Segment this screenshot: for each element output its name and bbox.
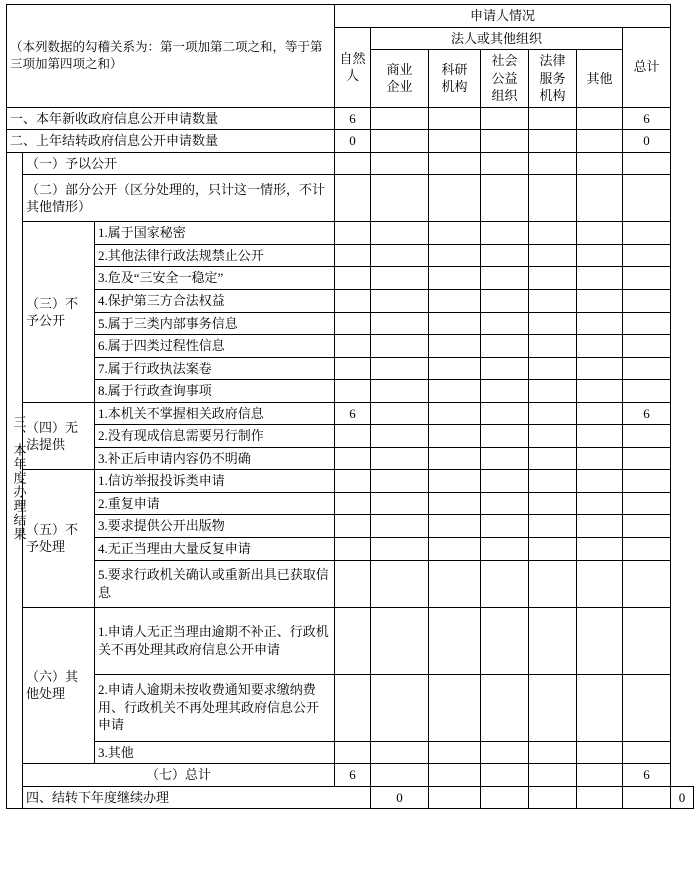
cell-g3-8-legal — [529, 380, 577, 403]
cell-g4-2-other — [577, 425, 623, 448]
table-row-carried-over — [7, 130, 694, 153]
cell-g3-8-natural — [335, 380, 371, 403]
header-commercial-enterprise-line2: 企业 — [386, 79, 413, 95]
row-label-other-processing-3: 3.其他 — [95, 741, 335, 764]
cell-g5-5-total — [623, 560, 671, 607]
row-label-annual-results — [7, 152, 27, 808]
cell-g4-1-legal — [529, 402, 577, 425]
cell-g3-8-biz — [371, 380, 429, 403]
cell-g3-6-natural — [335, 335, 371, 358]
cell-g6-3-total — [623, 741, 671, 764]
cell-g3-2-social — [481, 244, 529, 267]
cell-g6-3-biz — [371, 741, 429, 764]
row-label-no-disclose-7: 7.属于行政执法案卷 — [95, 357, 335, 380]
cell-r1-social — [481, 107, 529, 130]
cell-g5-5-research — [429, 560, 481, 607]
group-label-unable-provide — [23, 402, 95, 470]
cell-g3-6-social — [481, 335, 529, 358]
row-label-carried-over: 二、上年结转政府信息公开申请数量 — [7, 130, 335, 153]
header-other-org: 其他 — [577, 50, 623, 108]
cell-g5-5-natural — [335, 560, 371, 607]
table-row-disclose — [7, 152, 694, 175]
table-row-no-disclose-2 — [7, 244, 694, 267]
row-label-not-processed-5: 5.要求行政机关确认或重新出具已获取信息 — [95, 560, 335, 607]
cell-g3-6-research — [429, 335, 481, 358]
cell-g6-2-biz — [371, 674, 429, 741]
header-commercial-enterprise — [371, 50, 429, 108]
cell-g3-4-other — [577, 290, 623, 313]
table-row-unable-provide-2 — [7, 425, 694, 448]
header-social-public-welfare-org — [481, 50, 529, 108]
cell-r1-total: 6 — [623, 107, 671, 130]
cell-g5-4-legal — [529, 538, 577, 561]
cell-g1-natural — [335, 152, 371, 175]
cell-g3-4-social — [481, 290, 529, 313]
cell-g5-4-research — [429, 538, 481, 561]
row-label-not-processed-4: 4.无正当理由大量反复申请 — [95, 538, 335, 561]
cell-g6-1-total — [623, 607, 671, 674]
table-row-not-processed-3 — [7, 515, 694, 538]
cell-g5-3-natural — [335, 515, 371, 538]
table-row-not-processed-5 — [7, 560, 694, 607]
cell-g4-3-biz — [371, 447, 429, 470]
cell-g4-3-natural — [335, 447, 371, 470]
cell-r4-other — [623, 786, 671, 809]
cell-g3-1-other — [577, 222, 623, 245]
cell-g7-other — [577, 764, 623, 787]
cell-g5-2-legal — [529, 492, 577, 515]
row-label-no-disclose-1: 1.属于国家秘密 — [95, 222, 335, 245]
table-row-not-processed-1 — [7, 470, 694, 493]
group-label-unable-provide-line2: 法提供 — [26, 437, 66, 453]
cell-g6-3-natural — [335, 741, 371, 764]
row-label-subtotal: （七）总计 — [23, 764, 335, 787]
cell-g3-3-natural — [335, 267, 371, 290]
cell-g3-3-legal — [529, 267, 577, 290]
cell-g4-2-legal — [529, 425, 577, 448]
cell-g4-3-legal — [529, 447, 577, 470]
table-row-no-disclose-5 — [7, 312, 694, 335]
group-label-unable-provide-line1: （四）无 — [26, 419, 79, 435]
cell-g4-3-total — [623, 447, 671, 470]
cell-g6-1-other — [577, 607, 623, 674]
header-legal-service-org — [529, 50, 577, 108]
cell-r4-social — [529, 786, 577, 809]
header-social-line1: 社会 — [491, 53, 518, 69]
cell-g4-2-biz — [371, 425, 429, 448]
table-header-row-1 — [7, 5, 694, 28]
row-label-other-processing-1: 1.申请人无正当理由逾期不补正、行政机关不再处理其政府信息公开申请 — [95, 607, 335, 674]
cell-g5-4-other — [577, 538, 623, 561]
cell-g6-2-other — [577, 674, 623, 741]
cell-g4-1-total: 6 — [623, 402, 671, 425]
header-legal-or-other-org: 法人或其他组织 — [371, 27, 623, 50]
cell-g6-2-legal — [529, 674, 577, 741]
cell-g4-2-research — [429, 425, 481, 448]
cell-g4-2-social — [481, 425, 529, 448]
cell-r2-social — [481, 130, 529, 153]
cell-g4-3-research — [429, 447, 481, 470]
cell-g3-7-research — [429, 357, 481, 380]
table-row-other-processing-2 — [7, 674, 694, 741]
cell-r4-total: 0 — [671, 786, 694, 809]
table-row-no-disclose-3 — [7, 267, 694, 290]
cell-g3-8-other — [577, 380, 623, 403]
cell-g5-3-legal — [529, 515, 577, 538]
annual-results-vertical-text: 三、本年度办理结果 — [11, 415, 27, 542]
row-label-no-disclose-8: 8.属于行政查询事项 — [95, 380, 335, 403]
cell-r2-legal — [529, 130, 577, 153]
table-row-no-disclose-1 — [7, 222, 694, 245]
group-label-not-processed-line2: 予处理 — [26, 539, 66, 555]
cell-g5-3-other — [577, 515, 623, 538]
cell-r4-research — [481, 786, 529, 809]
cell-g5-2-other — [577, 492, 623, 515]
cell-g5-4-social — [481, 538, 529, 561]
table-row-no-disclose-6 — [7, 335, 694, 358]
cell-g5-5-biz — [371, 560, 429, 607]
cell-g1-legal — [529, 152, 577, 175]
cell-r1-biz — [371, 107, 429, 130]
cell-r1-natural: 6 — [335, 107, 371, 130]
cell-g3-4-research — [429, 290, 481, 313]
cell-g1-other — [577, 152, 623, 175]
cell-g4-3-social — [481, 447, 529, 470]
cell-g3-1-biz — [371, 222, 429, 245]
cell-g2-legal — [529, 175, 577, 222]
cell-g3-7-other — [577, 357, 623, 380]
cell-r2-natural: 0 — [335, 130, 371, 153]
cell-g7-total: 6 — [623, 764, 671, 787]
cell-g3-6-biz — [371, 335, 429, 358]
row-label-no-disclose-2: 2.其他法律行政法规禁止公开 — [95, 244, 335, 267]
group-label-other-processing-line2: 他处理 — [26, 686, 66, 702]
cell-g3-8-social — [481, 380, 529, 403]
cell-g3-2-natural — [335, 244, 371, 267]
cell-g3-6-legal — [529, 335, 577, 358]
table-row-subtotal — [7, 764, 694, 787]
balance-note: （本列数据的勾稽关系为：第一项加第二项之和，等于第三项加第四项之和） — [7, 5, 335, 108]
cell-g3-6-other — [577, 335, 623, 358]
cell-g3-3-research — [429, 267, 481, 290]
cell-g7-legal — [529, 764, 577, 787]
cell-r4-natural: 0 — [371, 786, 429, 809]
cell-g3-1-research — [429, 222, 481, 245]
cell-g7-research — [429, 764, 481, 787]
table-row-partial-disclose — [7, 175, 694, 222]
cell-g5-1-natural — [335, 470, 371, 493]
cell-g1-research — [429, 152, 481, 175]
cell-g5-1-other — [577, 470, 623, 493]
cell-g5-1-legal — [529, 470, 577, 493]
cell-g6-1-biz — [371, 607, 429, 674]
row-label-not-processed-1: 1.信访举报投诉类申请 — [95, 470, 335, 493]
row-label-no-disclose-3: 3.危及“三安全一稳定” — [95, 267, 335, 290]
cell-g5-3-research — [429, 515, 481, 538]
cell-g6-2-natural — [335, 674, 371, 741]
cell-g7-biz — [371, 764, 429, 787]
cell-g5-2-social — [481, 492, 529, 515]
cell-g6-3-legal — [529, 741, 577, 764]
cell-g3-5-other — [577, 312, 623, 335]
cell-g3-5-total — [623, 312, 671, 335]
cell-g5-2-natural — [335, 492, 371, 515]
cell-g7-social — [481, 764, 529, 787]
cell-g3-3-social — [481, 267, 529, 290]
header-legal-line1: 法律 — [539, 53, 566, 69]
cell-g4-1-social — [481, 402, 529, 425]
cell-g2-natural — [335, 175, 371, 222]
table-row-other-processing-1 — [7, 607, 694, 674]
cell-r4-legal — [577, 786, 623, 809]
row-label-no-disclose-4: 4.保护第三方合法权益 — [95, 290, 335, 313]
row-label-unable-provide-1: 1.本机关不掌握相关政府信息 — [95, 402, 335, 425]
header-applicant-situation: 申请人情况 — [335, 5, 671, 28]
header-social-line2: 公益 — [491, 70, 518, 86]
cell-g2-research — [429, 175, 481, 222]
table-row-new-applications — [7, 107, 694, 130]
cell-g3-1-natural — [335, 222, 371, 245]
row-label-no-disclose-5: 5.属于三类内部事务信息 — [95, 312, 335, 335]
cell-g3-2-total — [623, 244, 671, 267]
cell-g3-5-legal — [529, 312, 577, 335]
table-row-not-processed-2 — [7, 492, 694, 515]
cell-g3-1-total — [623, 222, 671, 245]
cell-g6-1-research — [429, 607, 481, 674]
cell-g3-2-biz — [371, 244, 429, 267]
cell-g3-7-biz — [371, 357, 429, 380]
cell-r1-research — [429, 107, 481, 130]
row-label-unable-provide-3: 3.补正后申请内容仍不明确 — [95, 447, 335, 470]
cell-r4-biz — [429, 786, 481, 809]
table-row-carry-next-year — [7, 786, 694, 809]
row-label-no-disclose-6: 6.属于四类过程性信息 — [95, 335, 335, 358]
cell-g6-1-social — [481, 607, 529, 674]
group-label-not-processed-line1: （五）不 — [26, 521, 79, 537]
cell-g4-1-other — [577, 402, 623, 425]
government-info-disclosure-table — [6, 4, 694, 809]
cell-g3-5-social — [481, 312, 529, 335]
cell-r1-other — [577, 107, 623, 130]
cell-g3-2-other — [577, 244, 623, 267]
table-row-no-disclose-4 — [7, 290, 694, 313]
cell-g2-social — [481, 175, 529, 222]
header-commercial-enterprise-line1: 商业 — [386, 61, 413, 77]
group-label-other-processing-line1: （六）其 — [26, 668, 79, 684]
cell-g5-3-biz — [371, 515, 429, 538]
cell-g4-2-natural — [335, 425, 371, 448]
group-label-no-disclose-line1: （三）不 — [26, 295, 79, 311]
cell-g5-1-total — [623, 470, 671, 493]
group-label-not-processed — [23, 470, 95, 607]
header-research-org-line2: 机构 — [441, 79, 468, 95]
cell-g5-1-research — [429, 470, 481, 493]
cell-g4-3-other — [577, 447, 623, 470]
cell-g3-3-biz — [371, 267, 429, 290]
row-label-unable-provide-2: 2.没有现成信息需要另行制作 — [95, 425, 335, 448]
table-row-no-disclose-8 — [7, 380, 694, 403]
cell-g5-1-biz — [371, 470, 429, 493]
header-total: 总计 — [623, 27, 671, 107]
cell-g3-7-social — [481, 357, 529, 380]
header-natural-person: 自然人 — [335, 27, 371, 107]
table-row-no-disclose-7 — [7, 357, 694, 380]
cell-g3-7-natural — [335, 357, 371, 380]
cell-g3-8-total — [623, 380, 671, 403]
cell-g3-8-research — [429, 380, 481, 403]
cell-g6-2-total — [623, 674, 671, 741]
cell-g4-2-total — [623, 425, 671, 448]
cell-g5-4-biz — [371, 538, 429, 561]
cell-g3-3-total — [623, 267, 671, 290]
cell-g5-2-total — [623, 492, 671, 515]
cell-g2-biz — [371, 175, 429, 222]
cell-g4-1-biz — [371, 402, 429, 425]
cell-g3-5-research — [429, 312, 481, 335]
cell-g7-natural: 6 — [335, 764, 371, 787]
cell-g5-5-legal — [529, 560, 577, 607]
cell-g3-1-social — [481, 222, 529, 245]
cell-g4-1-research — [429, 402, 481, 425]
cell-g6-2-research — [429, 674, 481, 741]
table-row-other-processing-3 — [7, 741, 694, 764]
cell-g6-3-research — [429, 741, 481, 764]
cell-g1-biz — [371, 152, 429, 175]
cell-g3-2-research — [429, 244, 481, 267]
row-label-partial-disclose: （二）部分公开（区分处理的，只计这一情形，不计其他情形） — [23, 175, 335, 222]
row-label-other-processing-2: 2.申请人逾期未按收费通知要求缴纳费用、行政机关不再处理其政府信息公开申请 — [95, 674, 335, 741]
cell-r2-research — [429, 130, 481, 153]
cell-g1-social — [481, 152, 529, 175]
cell-g6-3-other — [577, 741, 623, 764]
header-research-org-line1: 科研 — [441, 61, 468, 77]
cell-g3-4-natural — [335, 290, 371, 313]
header-research-org — [429, 50, 481, 108]
header-legal-line3: 机构 — [539, 88, 566, 104]
row-label-disclose: （一）予以公开 — [23, 152, 335, 175]
cell-g3-2-legal — [529, 244, 577, 267]
cell-g6-2-social — [481, 674, 529, 741]
cell-g5-2-biz — [371, 492, 429, 515]
row-label-new-applications: 一、本年新收政府信息公开申请数量 — [7, 107, 335, 130]
cell-g5-5-other — [577, 560, 623, 607]
cell-g3-5-biz — [371, 312, 429, 335]
cell-g1-total — [623, 152, 671, 175]
row-label-not-processed-2: 2.重复申请 — [95, 492, 335, 515]
row-label-not-processed-3: 3.要求提供公开出版物 — [95, 515, 335, 538]
cell-g5-2-research — [429, 492, 481, 515]
cell-g6-3-social — [481, 741, 529, 764]
cell-r2-biz — [371, 130, 429, 153]
cell-g3-3-other — [577, 267, 623, 290]
table-row-not-processed-4 — [7, 538, 694, 561]
table-row-unable-provide-3 — [7, 447, 694, 470]
cell-g3-7-total — [623, 357, 671, 380]
header-social-line3: 组织 — [491, 88, 518, 104]
cell-g6-1-natural — [335, 607, 371, 674]
cell-g3-1-legal — [529, 222, 577, 245]
group-label-no-disclose-line2: 予公开 — [26, 313, 66, 329]
row-label-carry-next-year: 四、结转下年度继续办理 — [23, 786, 371, 809]
cell-g2-total — [623, 175, 671, 222]
group-label-no-disclose — [23, 222, 95, 402]
cell-g5-3-social — [481, 515, 529, 538]
cell-r2-total: 0 — [623, 130, 671, 153]
cell-g5-4-natural — [335, 538, 371, 561]
cell-g6-1-legal — [529, 607, 577, 674]
cell-g2-other — [577, 175, 623, 222]
cell-g3-5-natural — [335, 312, 371, 335]
cell-g4-1-natural: 6 — [335, 402, 371, 425]
table-row-unable-provide-1 — [7, 402, 694, 425]
cell-g3-4-biz — [371, 290, 429, 313]
cell-g5-1-social — [481, 470, 529, 493]
group-label-other-processing — [23, 607, 95, 764]
cell-g5-4-total — [623, 538, 671, 561]
cell-g5-3-total — [623, 515, 671, 538]
cell-g3-4-legal — [529, 290, 577, 313]
cell-g3-7-legal — [529, 357, 577, 380]
header-legal-line2: 服务 — [539, 70, 566, 86]
cell-g3-6-total — [623, 335, 671, 358]
cell-r1-legal — [529, 107, 577, 130]
cell-r2-other — [577, 130, 623, 153]
cell-g5-5-social — [481, 560, 529, 607]
cell-g3-4-total — [623, 290, 671, 313]
